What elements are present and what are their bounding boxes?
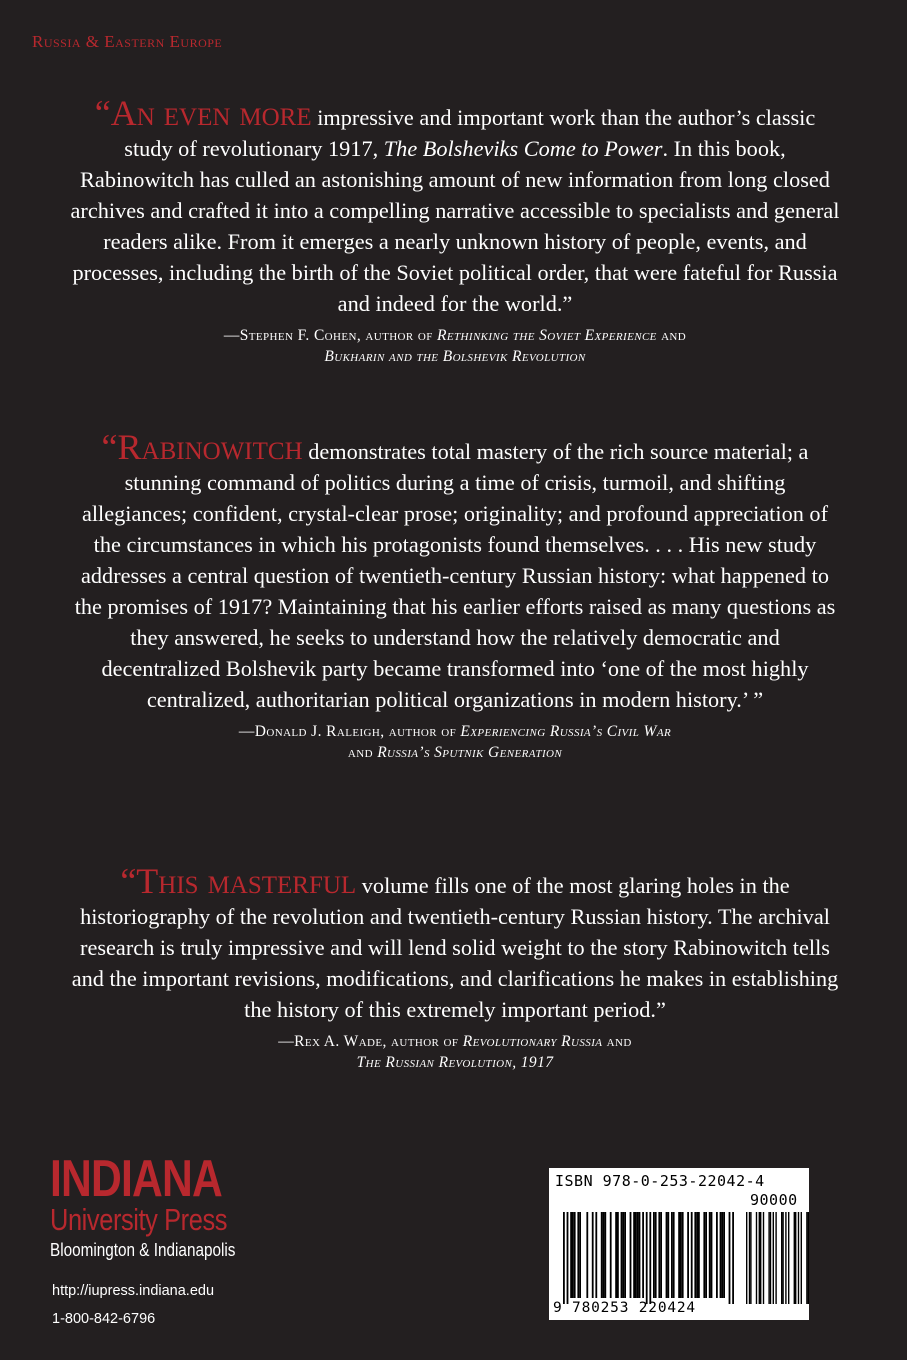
barcode-bar [615, 1212, 617, 1298]
blurb-body [70, 93, 840, 319]
attribution-work-2: Russia’s Sputnik Generation [377, 744, 563, 761]
publisher-subtitle: University Press [50, 1202, 228, 1237]
addon-bar [794, 1212, 795, 1304]
blurb-body [70, 861, 840, 1025]
blurb-cohen [70, 93, 840, 367]
blurb-text: impressive and important work than the author’s classic study of revolutionary 1917, [124, 105, 816, 161]
barcode-bar [617, 1212, 619, 1298]
attribution-work-1: Rethinking the Soviet Experience [437, 327, 657, 344]
addon-bar [746, 1212, 747, 1304]
barcode-bar [577, 1212, 579, 1298]
publisher-name: INDIANA [50, 1150, 222, 1208]
addon-bar [785, 1212, 786, 1304]
barcode-bar [639, 1212, 641, 1298]
barcode-bar [630, 1212, 632, 1298]
addon-bar [788, 1212, 789, 1304]
barcode-bar [703, 1212, 705, 1298]
barcode-bar [680, 1212, 682, 1298]
barcode-bar [716, 1212, 718, 1298]
barcode-bar [655, 1212, 657, 1298]
addon-bar [795, 1212, 796, 1304]
barcode-bar [653, 1212, 655, 1298]
addon-bar [760, 1212, 761, 1304]
barcode-bar [572, 1212, 574, 1298]
barcode-bar [698, 1212, 700, 1298]
barcode-bar [635, 1212, 637, 1298]
barcode-bar [723, 1212, 725, 1298]
barcode-bar [660, 1212, 662, 1298]
blurb-attribution [70, 721, 840, 763]
barcode-bar [671, 1212, 673, 1298]
publisher-logo [50, 1150, 268, 1263]
barcode-bar [604, 1212, 606, 1298]
addon-bar [781, 1212, 782, 1304]
isbn-barcode [549, 1168, 809, 1320]
barcode-bar [709, 1212, 711, 1298]
barcode-bar [705, 1212, 707, 1298]
barcode-bar [666, 1212, 668, 1298]
barcode-bar [729, 1212, 731, 1304]
barcode-bar [567, 1212, 569, 1304]
blurb-lead: “This masterful [120, 861, 357, 901]
addon-bar [749, 1212, 750, 1304]
addon-bar [801, 1212, 802, 1304]
attribution-author: —Rex A. Wade, author of [278, 1033, 463, 1050]
price-code: 90000 [750, 1191, 798, 1209]
blurb-attribution [70, 1031, 840, 1073]
addon-bar [770, 1212, 771, 1304]
addon-bar [775, 1212, 776, 1304]
barcode-bar [711, 1212, 713, 1298]
addon-bar [806, 1212, 807, 1304]
barcode-bar [732, 1212, 734, 1304]
barcode-bar [678, 1212, 680, 1298]
addon-bar [756, 1212, 757, 1304]
barcode-bar [579, 1212, 581, 1298]
barcode-bar [687, 1212, 689, 1298]
blurb-book-title: The Bolsheviks Come to Power [383, 136, 663, 161]
barcode-bar [694, 1212, 696, 1298]
attribution-conj: and [656, 327, 687, 344]
barcode-bar [574, 1212, 576, 1298]
barcode-bar [592, 1212, 594, 1298]
barcode-bar [667, 1212, 669, 1298]
blurb-text-2: . In this book, Rabinowitch has culled an astonishing amount of new information from long closed archives and crafted it into a compelling narrative accessible to specialists and general readers alike. From it emerges a nearly unknown history of people, events, and processes, including the birth of the Soviet political order, that were fateful for Russia and indeed for the world.” [70, 136, 840, 316]
barcode-bar [622, 1212, 624, 1298]
addon-bar [763, 1212, 764, 1304]
barcode-bar [696, 1212, 698, 1298]
barcode-bar [637, 1212, 639, 1298]
blurb-text: volume fills one of the most glaring holes in the historiography of the revolution and twentieth-century Russian history. The archival research is truly impressive and will lend solid weight to the story Rabinowitch tells and the important revisions, modifications, and clarifications he makes in establishing the history of this extremely important period.” [71, 873, 839, 1022]
attribution-work-2: The Russian Revolution, 1917 [356, 1054, 554, 1071]
barcode-bar [563, 1212, 565, 1304]
publisher-url[interactable]: http://iupress.indiana.edu [52, 1283, 215, 1299]
barcode-bar [633, 1212, 635, 1298]
publisher-location: Bloomington & Indianapolis [50, 1240, 236, 1260]
addon-bar [759, 1212, 760, 1304]
blurb-attribution [70, 325, 840, 367]
attribution-work-1: Experiencing Russia’s Civil War [460, 723, 672, 740]
addon-bar [782, 1212, 783, 1304]
category-text: Russia & Eastern Europe [32, 32, 223, 51]
barcode-bar [624, 1212, 626, 1298]
barcode-bar [595, 1212, 597, 1298]
blurb-wade [70, 861, 840, 1073]
barcode-bar [570, 1212, 572, 1298]
attribution-conj: and [347, 744, 378, 761]
publisher-phone: 1-800-842-6796 [52, 1311, 156, 1327]
barcode-bar [682, 1212, 684, 1298]
attribution-work-1: Revolutionary Russia [462, 1033, 603, 1050]
barcode-bar [642, 1212, 644, 1298]
barcode-bar [673, 1212, 675, 1298]
attribution-author: —Stephen F. Cohen, author of [223, 327, 438, 344]
barcode-bar [658, 1212, 660, 1298]
barcode-bar [721, 1212, 723, 1298]
barcode-bar [720, 1212, 722, 1298]
addon-bar [768, 1212, 769, 1304]
addon-bar [808, 1212, 809, 1304]
barcode-bar [610, 1212, 612, 1298]
isbn-number: ISBN 978-0-253-22042-4 [555, 1172, 765, 1190]
barcode-bar [691, 1212, 693, 1298]
blurb-lead: “Rabinowitch [101, 427, 303, 467]
attribution-work-2: Bukharin and the Bolshevik Revolution [324, 348, 586, 365]
addon-bar [750, 1212, 751, 1304]
addon-bar [798, 1212, 799, 1304]
category-label [32, 32, 222, 52]
blurb-text: demonstrates total mastery of the rich source material; a stunning command of politics during a time of crisis, turmoil, and shifting allegiances; confident, crystal-clear prose; originality; and profound appreciation of the circumstances in which his protagonists found themselves. . . . His new study addresses a central question of twentieth-century Russian history: what happened to the promises of 1917? Maintaining that his earlier efforts raised as many questions as they answered, he seeks to understand how the relatively democratic and decentralized Bolshevik party became transformed into ‘one of the most highly centralized, authoritarian political organizations in modern history.’ ” [74, 439, 836, 712]
barcode-bar [646, 1212, 648, 1304]
blurb-body [70, 427, 840, 715]
ean-number: 9 780253 220424 [553, 1300, 696, 1316]
barcode-bar [649, 1212, 651, 1304]
attribution-author: —Donald J. Raleigh, author of [238, 723, 461, 740]
blurb-lead: “An even more [94, 93, 312, 133]
barcode-bar [601, 1212, 603, 1298]
barcode-bar [586, 1212, 588, 1298]
addon-bar [773, 1212, 774, 1304]
attribution-conj: and [602, 1033, 632, 1050]
barcode-bar [621, 1212, 623, 1298]
barcode-bar [603, 1212, 605, 1298]
blurb-raleigh [70, 427, 840, 763]
